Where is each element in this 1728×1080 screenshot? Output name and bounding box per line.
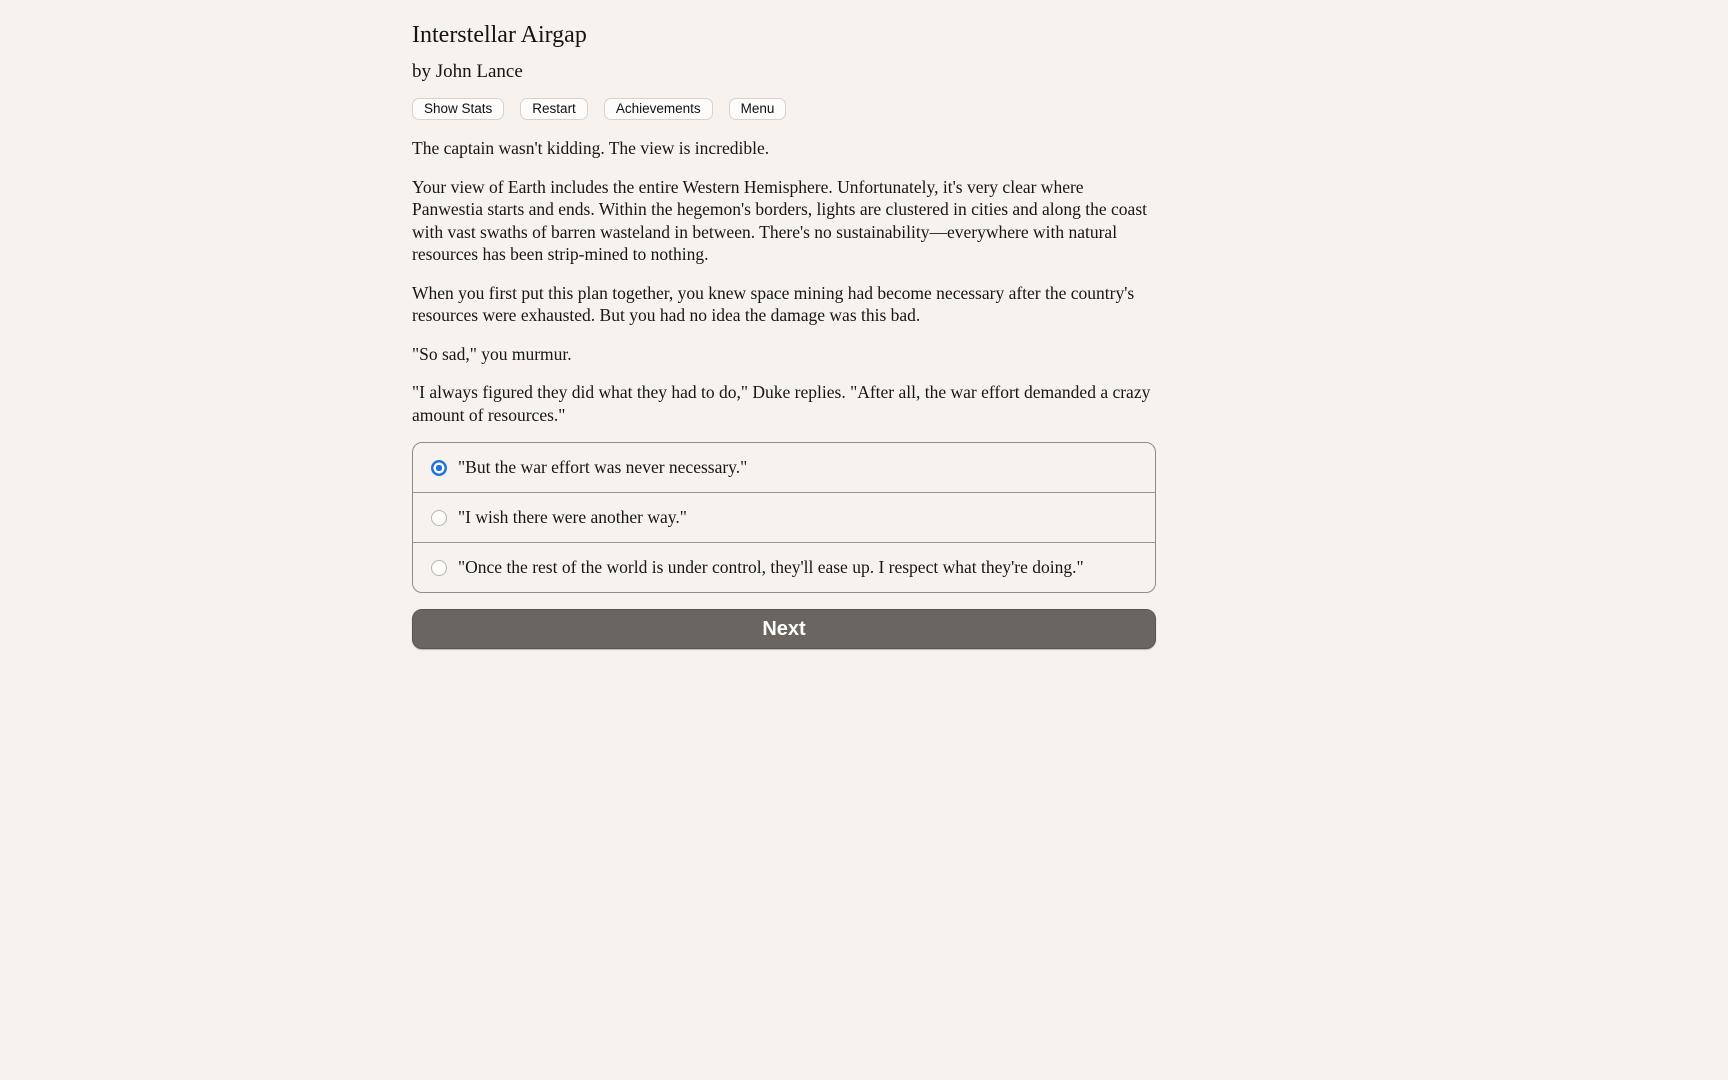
story-paragraph: The captain wasn't kidding. The view is incredible. xyxy=(412,138,770,158)
radio-unselected-icon[interactable] xyxy=(431,560,447,576)
toolbar xyxy=(412,98,1156,120)
story-paragraph: "I always figured they did what they had to do," Duke replies. "After all, the war effort demanded a crazy amount of resources." xyxy=(412,382,1151,425)
story-text xyxy=(412,137,1156,426)
achievements-button[interactable]: Achievements xyxy=(604,98,713,120)
choice-option-label: "I wish there were another way." xyxy=(458,507,687,527)
story-paragraph: "So sad," you murmur. xyxy=(412,343,572,364)
game-title: Interstellar Airgap xyxy=(412,22,587,48)
choice-option-2[interactable] xyxy=(413,492,1155,542)
choice-option-3[interactable] xyxy=(413,542,1155,592)
radio-unselected-icon[interactable] xyxy=(431,510,447,526)
story-paragraph: When you first put this plan together, you knew space mining had become necessary after the country's resources were exhausted. But you had no idea the damage was this bad. xyxy=(412,282,1135,325)
story-paragraph: Your view of Earth includes the entire Western Hemisphere. Unfortunately, it's very clear where Panwestia starts and ends. Within the hegemon's borders, lights are clustered in cities and along the coast with vast swaths of barren wasteland in between. There's no sustainability—everywhere with natural resources has been strip-mined to nothing. xyxy=(412,176,1147,264)
game-content xyxy=(412,0,1156,649)
restart-button[interactable]: Restart xyxy=(520,98,588,120)
game-author: by John Lance xyxy=(412,61,523,82)
radio-selected-icon[interactable] xyxy=(431,460,447,476)
choice-option-label: "But the war effort was never necessary." xyxy=(458,457,748,477)
choice-group xyxy=(412,442,1156,593)
show-stats-button[interactable]: Show Stats xyxy=(412,98,504,120)
choice-option-label: "Once the rest of the world is under control, they'll ease up. I respect what they're doing." xyxy=(458,557,1084,577)
menu-button[interactable]: Menu xyxy=(729,98,787,120)
choice-option-1[interactable] xyxy=(413,443,1155,492)
next-button[interactable]: Next xyxy=(412,609,1156,649)
